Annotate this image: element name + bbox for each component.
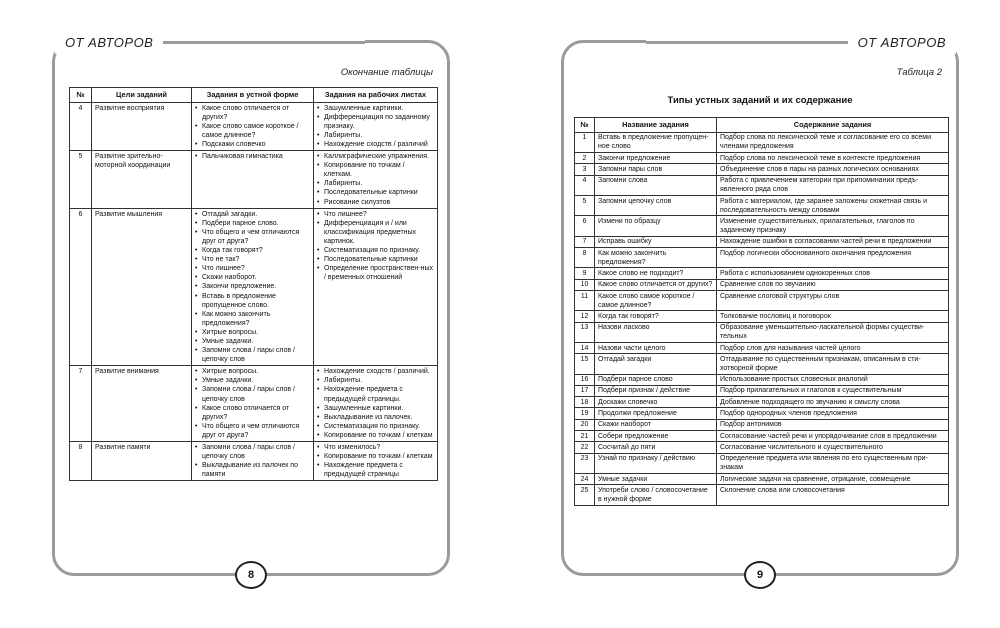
row-oral-tasks [192, 442, 314, 481]
table-row [575, 153, 949, 164]
table-row [575, 453, 949, 473]
left-page-header [55, 30, 365, 54]
row-number: 18 [575, 397, 595, 408]
row-task-name: Какое слово отличается от других? [595, 279, 717, 290]
row-number: 19 [575, 408, 595, 419]
list-item: • Копирование по точкам / клеткам [317, 431, 434, 440]
row-number: 17 [575, 385, 595, 396]
table-row [575, 216, 949, 236]
row-oral-tasks [192, 208, 314, 366]
col-header-goals: Цели заданий [92, 88, 192, 103]
row-number: 4 [575, 175, 595, 195]
table-row [575, 408, 949, 419]
row-sheet-tasks [314, 442, 438, 481]
list-item: • Систематизация по признаку. [317, 422, 434, 431]
list-item: • Что общего и чем отличаются друг от друга? [195, 422, 310, 440]
left-header-title: ОТ АВТОРОВ [65, 34, 154, 50]
row-task-name: Какое слово самое короткое / самое длинное? [595, 290, 717, 310]
left-goals-table [69, 87, 438, 481]
list-item: • Выкладывание из палочек по памяти [195, 461, 310, 479]
row-number: 23 [575, 453, 595, 473]
row-number: 3 [575, 164, 595, 175]
table-row [575, 268, 949, 279]
row-task-name: Запомни слова [595, 175, 717, 195]
list-item: • Запомни слова / пары слов / цепочку слов [195, 385, 310, 403]
list-item: • Хитрые вопросы. [195, 367, 310, 376]
list-item: • Зашумленные картинки. [317, 104, 434, 113]
table-row [575, 311, 949, 322]
list-item: • Какое слово отличается от других? [195, 104, 310, 122]
table-row [575, 195, 949, 215]
row-task-content: Добавление подходящего по звучанию и смыслу слова [717, 397, 949, 408]
right-page-header [646, 30, 956, 54]
row-task-content: Использование простых словесных аналогий [717, 374, 949, 385]
row-task-name: Как можно закончить предложения? [595, 247, 717, 267]
row-number: 25 [575, 485, 595, 505]
col-header-task-content: Содержание задания [717, 118, 949, 133]
list-item: • Подбери парное слово. [195, 219, 310, 228]
row-oral-tasks [192, 366, 314, 442]
row-number: 15 [575, 354, 595, 374]
row-task-content: Нахождение ошибки в согласовании частей речи в предложении [717, 236, 949, 247]
table-row [575, 442, 949, 453]
list-item: • Копирование по точкам / клеткам [317, 452, 434, 461]
row-number: 2 [575, 153, 595, 164]
row-number: 8 [575, 247, 595, 267]
list-item: • Нахождение предмета с предыдущей страницы. [317, 385, 434, 403]
row-task-content: Подбор прилагательных и глаголов к существительным [717, 385, 949, 396]
table-row [70, 366, 438, 442]
row-task-content: Работа с использованием однокоренных слов [717, 268, 949, 279]
list-item: • Определение пространствен-ных / временных отношений [317, 264, 434, 282]
page-number: 8 [235, 561, 267, 589]
row-sheet-tasks [314, 208, 438, 366]
right-page [561, 34, 959, 581]
row-number: 8 [70, 442, 92, 481]
list-item: • Вставь в предложение пропущенное слово. [195, 292, 310, 310]
row-task-name: Запомни цепочку слов [595, 195, 717, 215]
table-row [575, 397, 949, 408]
col-header-oral: Задания в устной форме [192, 88, 314, 103]
row-task-name: Назови ласково [595, 322, 717, 342]
list-item: • Хитрые вопросы. [195, 328, 310, 337]
table-row [575, 290, 949, 310]
row-goal: Развитие мышления [92, 208, 192, 366]
row-goal: Развитие восприятия [92, 102, 192, 150]
list-item: • Закончи предложение. [195, 282, 310, 291]
table-row [575, 247, 949, 267]
list-item: • Запомни слова / пары слов / цепочку слов [195, 443, 310, 461]
col-header-sheets: Задания на рабочих листах [314, 88, 438, 103]
list-item: • Пальчиковая гимнастика [195, 152, 310, 161]
list-item: • Отгадай загадки. [195, 210, 310, 219]
row-goal: Развитие зрительно-моторной координации [92, 151, 192, 209]
table-row [575, 385, 949, 396]
row-task-content: Подбор слов для называния частей целого [717, 342, 949, 353]
page-number: 9 [744, 561, 776, 589]
list-item: • Лабиринты. [317, 131, 434, 140]
row-goal: Развитие памяти [92, 442, 192, 481]
row-number: 14 [575, 342, 595, 353]
list-item: • Когда так говорят? [195, 246, 310, 255]
row-number: 7 [575, 236, 595, 247]
list-item: • Зашумленные картинки. [317, 404, 434, 413]
list-item: • Что изменилось? [317, 443, 434, 452]
list-item: • Какое слово отличается от других? [195, 404, 310, 422]
row-task-name: Доскажи словечко [595, 397, 717, 408]
left-page [52, 34, 450, 581]
row-task-name: Продолжи предложение [595, 408, 717, 419]
row-number: 5 [575, 195, 595, 215]
left-table-caption: Окончание таблицы [340, 67, 433, 78]
table-row [575, 431, 949, 442]
row-number: 7 [70, 366, 92, 442]
list-item: • Выкладывание из палочек. [317, 413, 434, 422]
row-task-name: Вставь в предложение пропущен-ное слово [595, 132, 717, 152]
list-item: • Что лишнее? [195, 264, 310, 273]
row-task-content: Толкование пословиц и поговорок [717, 311, 949, 322]
table-row [575, 354, 949, 374]
list-item: • Копирование по точкам / клеткам. [317, 161, 434, 179]
right-table-caption: Таблица 2 [896, 67, 942, 78]
list-item: • Какое слово самое короткое / самое длинное? [195, 122, 310, 140]
table-row [575, 236, 949, 247]
row-number: 1 [575, 132, 595, 152]
row-oral-tasks [192, 102, 314, 150]
row-oral-tasks [192, 151, 314, 209]
list-item: • Нахождение сходств / различий. [317, 367, 434, 376]
row-task-content: Логические задачи на сравнение, отрицание, совмещение [717, 473, 949, 484]
list-item: • Запомни слова / пары слов / цепочку слов [195, 346, 310, 364]
table-header-row [70, 88, 438, 103]
row-task-content: Согласование числительного и существительного [717, 442, 949, 453]
row-number: 11 [575, 290, 595, 310]
row-sheet-tasks [314, 102, 438, 150]
table-row [70, 102, 438, 150]
table-row [575, 132, 949, 152]
table-row [575, 374, 949, 385]
table-row [575, 175, 949, 195]
row-number: 9 [575, 268, 595, 279]
list-item: • Что лишнее? [317, 210, 434, 219]
table-row [575, 322, 949, 342]
row-task-name: Назови части целого [595, 342, 717, 353]
header-rule [163, 41, 365, 44]
col-header-task-name: Название задания [595, 118, 717, 133]
row-task-name: Отгадай загадки [595, 354, 717, 374]
row-number: 22 [575, 442, 595, 453]
list-item: • Подскажи словечко [195, 140, 310, 149]
row-sheet-tasks [314, 366, 438, 442]
list-item: • Лабиринты. [317, 179, 434, 188]
table-row [70, 442, 438, 481]
row-sheet-tasks [314, 151, 438, 209]
row-task-content: Объединение слов в пары на разных логических основаниях [717, 164, 949, 175]
row-task-content: Подбор слова по лексической теме и согласование его со всеми членами предложения [717, 132, 949, 152]
right-header-title: ОТ АВТОРОВ [857, 34, 946, 50]
row-task-content: Подбор слова по лексической теме в контексте предложения [717, 153, 949, 164]
row-task-name: Скажи наоборот [595, 419, 717, 430]
table-row [70, 151, 438, 209]
row-number: 13 [575, 322, 595, 342]
list-item: • Лабиринты. [317, 376, 434, 385]
table-header-row [575, 118, 949, 133]
row-task-name: Измени по образцу [595, 216, 717, 236]
list-item: • Умные задачки. [195, 337, 310, 346]
row-task-content: Подбор антонимов [717, 419, 949, 430]
col-header-num: № [575, 118, 595, 133]
row-task-name: Закончи предложение [595, 153, 717, 164]
row-task-content: Сравнение слов по звучанию [717, 279, 949, 290]
table-row [70, 208, 438, 366]
list-item: • Что общего и чем отличаются друг от друга? [195, 228, 310, 246]
row-task-content: Склонение слова или словосочетания [717, 485, 949, 505]
row-number: 5 [70, 151, 92, 209]
table-row [575, 342, 949, 353]
row-task-content: Подбор однородных членов предложения [717, 408, 949, 419]
row-number: 10 [575, 279, 595, 290]
right-table-body [575, 132, 949, 505]
row-task-name: Исправь ошибку [595, 236, 717, 247]
header-rule [646, 41, 848, 44]
row-number: 21 [575, 431, 595, 442]
row-number: 16 [575, 374, 595, 385]
list-item: • Дифференциация и / или классификация предметных картинок. [317, 219, 434, 246]
row-task-name: Узнай по признаку / действию [595, 453, 717, 473]
list-item: • Скажи наоборот. [195, 273, 310, 282]
table-row [575, 485, 949, 505]
row-task-name: Собери предложение [595, 431, 717, 442]
table-row [575, 473, 949, 484]
list-item: • Каллиграфические упражнения. [317, 152, 434, 161]
row-task-content: Работа с материалом, где заранее заложены сюжетная связь и последовательность между словами [717, 195, 949, 215]
right-table-title: Типы устных заданий и их содержание [667, 95, 853, 106]
row-number: 24 [575, 473, 595, 484]
row-task-content: Образование уменьшительно-ласкательной формы существи-тельных [717, 322, 949, 342]
row-goal: Развитие внимания [92, 366, 192, 442]
row-number: 6 [70, 208, 92, 366]
table-row [575, 279, 949, 290]
row-number: 4 [70, 102, 92, 150]
row-task-name: Когда так говорят? [595, 311, 717, 322]
list-item: • Умные задачки. [195, 376, 310, 385]
row-number: 12 [575, 311, 595, 322]
list-item: • Последовательные картинки [317, 188, 434, 197]
row-task-content: Сравнение слоговой структуры слов [717, 290, 949, 310]
row-task-content: Определение предмета или явления по его существенным при-знакам [717, 453, 949, 473]
list-item: • Дифференциация по заданному признаку. [317, 113, 434, 131]
left-table-body [70, 102, 438, 481]
row-number: 20 [575, 419, 595, 430]
list-item: • Рисование силуэтов [317, 198, 434, 207]
row-number: 6 [575, 216, 595, 236]
table-row [575, 164, 949, 175]
list-item: • Нахождение сходств / различий [317, 140, 434, 149]
row-task-content: Отгадывание по существенным признакам, описанным в сти-хотворной форме [717, 354, 949, 374]
row-task-name: Умные задачки [595, 473, 717, 484]
row-task-content: Подбор логически обоснованного окончания предложения [717, 247, 949, 267]
row-task-name: Запомни пары слов [595, 164, 717, 175]
col-header-num: № [70, 88, 92, 103]
list-item: • Последовательные картинки [317, 255, 434, 264]
list-item: • Систематизация по признаку. [317, 246, 434, 255]
right-tasks-table [574, 117, 949, 506]
row-task-name: Употреби слово / словосочетание в нужной форме [595, 485, 717, 505]
row-task-name: Какое слово не подходит? [595, 268, 717, 279]
row-task-content: Согласование частей речи и упорядочивание слов в предложении [717, 431, 949, 442]
row-task-content: Работа с привлечением категории при припоминании предъ-явленного ряда слов [717, 175, 949, 195]
row-task-name: Подбери признак / действие [595, 385, 717, 396]
table-row [575, 419, 949, 430]
list-item: • Что не так? [195, 255, 310, 264]
row-task-name: Подбери парное слово [595, 374, 717, 385]
row-task-name: Сосчитай до пяти [595, 442, 717, 453]
list-item: • Как можно закончить предложения? [195, 310, 310, 328]
list-item: • Нахождение предмета с предыдущей страницы [317, 461, 434, 479]
row-task-content: Изменение существительных, прилагательных, глаголов по заданному признаку [717, 216, 949, 236]
